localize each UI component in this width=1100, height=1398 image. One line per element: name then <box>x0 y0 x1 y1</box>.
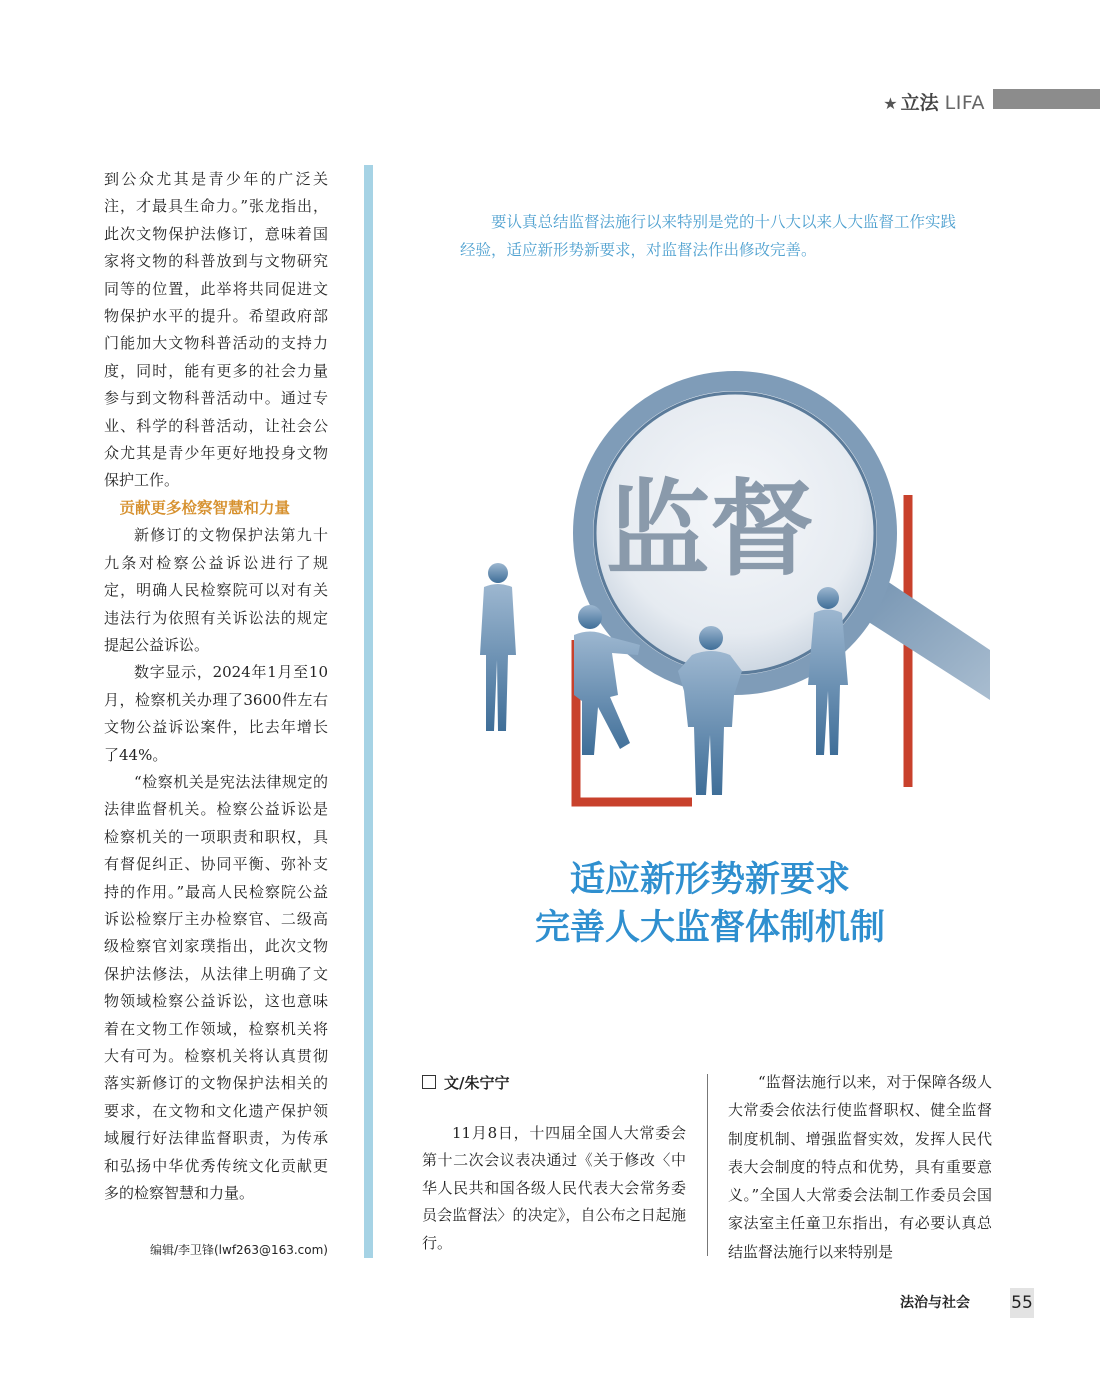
section-name-pinyin: LIFA <box>944 92 985 114</box>
lens-text: 监督 <box>605 467 815 590</box>
section-name: 立法 <box>900 92 939 114</box>
headline <box>400 856 1020 952</box>
magazine-name: 法治与社会 <box>900 1295 970 1311</box>
headline-line-1: 适应新形势新要求 <box>569 860 850 900</box>
lead-paragraph: 要认真总结监督法施行以来特别是党的十八大以来人大监督工作实践经验，适应新形势新要求，对监督法作出修改完善。 <box>460 213 957 259</box>
star-icon: ★ <box>883 94 898 113</box>
paragraph: 新修订的文物保护法第九十九条对检察公益诉讼进行了规定，明确人民检察院可以对有关违法行为依照有关诉讼法的规定提起公益诉讼。 <box>104 526 328 654</box>
column-divider <box>707 1074 708 1256</box>
vertical-rule <box>364 165 373 1258</box>
paragraph: 到公众尤其是青少年的广泛关注，才最具生命力。”张龙指出，此次文物保护法修订，意味着国家将文物的科普放到与文物研究同等的位置，此举将共同促进文物保护水平的提升。希望政府部门能加大文物科普活动的支持力度，同时，能有更多的社会力量参与到文物科普活动中。通过专业、科学的科普活动，让社会公众尤其是青少年更好地投身文物保护工作。 <box>104 170 328 490</box>
paragraph: 数字显示，2024年1月至10月，检察机关办理了3600件左右文物公益诉讼案件，比去年增长了44%。 <box>104 663 328 764</box>
section-tag <box>883 88 985 115</box>
article-column-1 <box>422 1120 686 1257</box>
editor-credit: 编辑/李卫锋(lwf263@163.com) <box>149 1243 328 1257</box>
byline-text: 文/朱宁宁 <box>444 1074 510 1092</box>
paragraph: 11月8日，十四届全国人大常委会第十二次会议表决通过《关于修改〈中华人民共和国各级人民代表大会常务委员会监督法〉的决定》，自公布之日起施行。 <box>422 1124 686 1252</box>
paragraph: “监督法施行以来，对于保障各级人大常委会依法行使监督职权、健全监督制度机制、增强监督实效，发挥人民代表大会制度的特点和优势，具有重要意义。”全国人大常委会法制工作委员会国家法室主任童卫东指出，有必要认真总结监督法施行以来特别是 <box>728 1073 992 1261</box>
byline <box>422 1072 509 1093</box>
page-number: 55 <box>1010 1288 1034 1318</box>
article-column-2 <box>728 1068 992 1266</box>
magnifier-illustration <box>470 355 1000 815</box>
paragraph: “检察机关是宪法法律规定的法律监督机关。检察公益诉讼是检察机关的一项职责和职权，具有督促纠正、协同平衡、弥补支持的作用。”最高人民检察院公益诉讼检察厅主办检察官、二级高级检察官刘家璞指出，此次文物保护法修法，从法律上明确了文物领域检察公益诉讼，这也意味着在文物工作领域，检察机关将大有可为。检察机关将认真贯彻落实新修订的文物保护法相关的要求，在文物和文化遗产保护领域履行好法律监督职责，为传承和弘扬中华优秀传统文化贡献更多的检察智慧和力量。 <box>104 772 328 1203</box>
headline-line-2: 完善人大监督体制机制 <box>534 908 885 948</box>
square-icon <box>422 1075 436 1089</box>
subheading: 贡献更多检察智慧和力量 <box>119 498 291 517</box>
left-column <box>104 166 328 1207</box>
section-bar <box>993 89 1100 109</box>
